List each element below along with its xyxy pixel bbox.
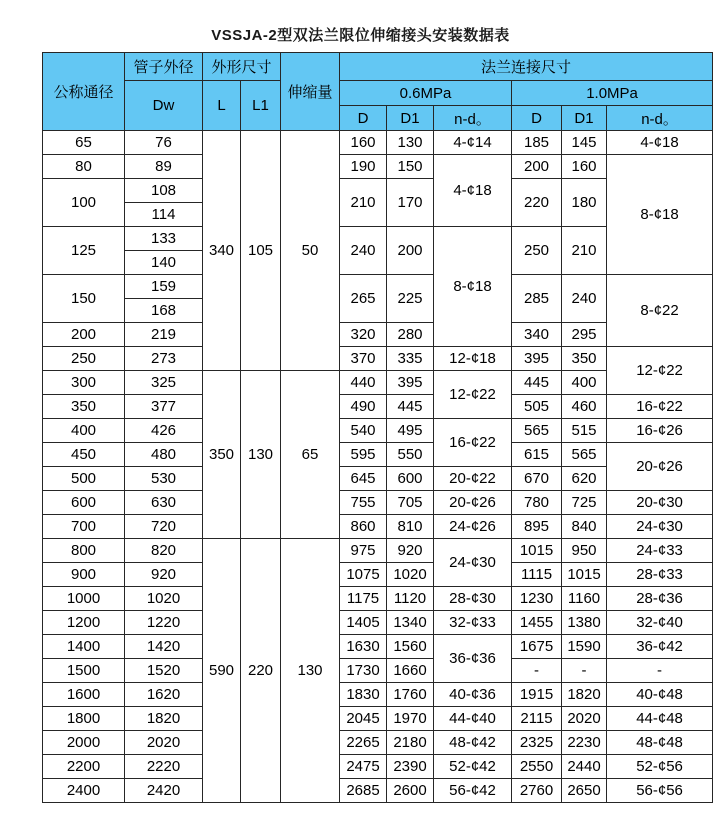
table-cell: 225 (387, 275, 434, 323)
table-cell: 1175 (340, 587, 387, 611)
table-cell: 426 (125, 419, 203, 443)
table-cell: 550 (387, 443, 434, 467)
table-cell: 1200 (43, 611, 125, 635)
table-cell: 133 (125, 227, 203, 251)
table-cell: 515 (562, 419, 607, 443)
table-cell: 20-¢26 (607, 443, 713, 491)
header-cell: D1 (387, 106, 434, 131)
table-cell: 130 (387, 131, 434, 155)
header-cell: 伸缩量 (281, 53, 340, 131)
table-cell: 2440 (562, 755, 607, 779)
table-cell: 160 (562, 155, 607, 179)
header-cell: 1.0MPa (512, 81, 713, 106)
table-cell: 2220 (125, 755, 203, 779)
table-cell: 56-¢56 (607, 779, 713, 803)
table-cell: 130 (241, 371, 281, 539)
table-row (43, 779, 713, 803)
table-cell: 220 (241, 539, 281, 803)
table-cell: 76 (125, 131, 203, 155)
table-cell: 1675 (512, 635, 562, 659)
table-cell: 1380 (562, 611, 607, 635)
header-cell: D1 (562, 106, 607, 131)
table-cell: 24-¢30 (607, 515, 713, 539)
table-cell: 840 (562, 515, 607, 539)
table-cell: 340 (512, 323, 562, 347)
table-cell: 52-¢56 (607, 755, 713, 779)
table-cell: 450 (43, 443, 125, 467)
table-cell: 670 (512, 467, 562, 491)
table-cell: 44-¢40 (434, 707, 512, 731)
table-cell: 24-¢33 (607, 539, 713, 563)
table-cell: 460 (562, 395, 607, 419)
table-cell: 160 (340, 131, 387, 155)
table-row (43, 515, 713, 539)
table-row (43, 683, 713, 707)
table-row (43, 443, 713, 467)
table-cell: 56-¢42 (434, 779, 512, 803)
table-cell: - (562, 659, 607, 683)
table-cell: 895 (512, 515, 562, 539)
table-cell: 16-¢22 (607, 395, 713, 419)
table-cell: 1120 (387, 587, 434, 611)
header-cell: 0.6MPa (340, 81, 512, 106)
table-cell: 600 (43, 491, 125, 515)
table-cell: 1455 (512, 611, 562, 635)
table-cell: 32-¢33 (434, 611, 512, 635)
table-cell: 48-¢48 (607, 731, 713, 755)
table-cell: 219 (125, 323, 203, 347)
table-cell: 2390 (387, 755, 434, 779)
table-cell: 4-¢18 (434, 155, 512, 227)
table-header (43, 53, 713, 131)
table-cell: 130 (281, 539, 340, 803)
table-cell: 20-¢26 (434, 491, 512, 515)
table-cell: 16-¢26 (607, 419, 713, 443)
table-cell: 500 (43, 467, 125, 491)
table-cell: 505 (512, 395, 562, 419)
table-cell: 168 (125, 299, 203, 323)
table-cell: 48-¢42 (434, 731, 512, 755)
table-cell: 1560 (387, 635, 434, 659)
table-cell: 350 (562, 347, 607, 371)
header-cell: Dw (125, 81, 203, 131)
table-row (43, 491, 713, 515)
table-cell: 1115 (512, 563, 562, 587)
table-cell: 400 (562, 371, 607, 395)
table-cell: 50 (281, 131, 340, 371)
table-cell: 370 (340, 347, 387, 371)
table-cell: 1970 (387, 707, 434, 731)
table-cell: 1220 (125, 611, 203, 635)
table-cell: 28-¢33 (607, 563, 713, 587)
table-row (43, 731, 713, 755)
table-cell: 1760 (387, 683, 434, 707)
table-cell: 295 (562, 323, 607, 347)
table-cell: 12-¢22 (607, 347, 713, 395)
table-cell: 445 (512, 371, 562, 395)
table-cell: 140 (125, 251, 203, 275)
table-cell: 350 (43, 395, 125, 419)
table-cell: 480 (125, 443, 203, 467)
table-cell: 340 (203, 131, 241, 371)
table-cell: 395 (387, 371, 434, 395)
table-cell: 80 (43, 155, 125, 179)
table-cell: 1800 (43, 707, 125, 731)
table-cell: 700 (43, 515, 125, 539)
table-cell: 1590 (562, 635, 607, 659)
table-cell: 1160 (562, 587, 607, 611)
expansion-joint-data-table (42, 52, 713, 803)
table-cell: 1230 (512, 587, 562, 611)
table-cell: 4-¢18 (607, 131, 713, 155)
table-cell: 24-¢26 (434, 515, 512, 539)
table-cell: 445 (387, 395, 434, 419)
table-cell: 28-¢36 (607, 587, 713, 611)
table-cell: 377 (125, 395, 203, 419)
table-cell: 2265 (340, 731, 387, 755)
table-cell: 780 (512, 491, 562, 515)
table-cell: 565 (562, 443, 607, 467)
table-cell: 4-¢14 (434, 131, 512, 155)
table-row (43, 539, 713, 563)
table-cell: 1600 (43, 683, 125, 707)
table-cell: 1730 (340, 659, 387, 683)
table-cell: 185 (512, 131, 562, 155)
table-cell: 12-¢22 (434, 371, 512, 419)
table-cell: 350 (203, 371, 241, 539)
table-cell: 125 (43, 227, 125, 275)
table-cell: 630 (125, 491, 203, 515)
table-cell: 2400 (43, 779, 125, 803)
table-row (43, 563, 713, 587)
table-cell: 615 (512, 443, 562, 467)
table-cell: 280 (387, 323, 434, 347)
header-cell: L (203, 81, 241, 131)
table-cell: 725 (562, 491, 607, 515)
table-cell: 2020 (562, 707, 607, 731)
table-cell: 20-¢30 (607, 491, 713, 515)
table-row (43, 155, 713, 179)
table-cell: 170 (387, 179, 434, 227)
table-cell: 400 (43, 419, 125, 443)
table-cell: 530 (125, 467, 203, 491)
table-cell: 44-¢48 (607, 707, 713, 731)
table-cell: 900 (43, 563, 125, 587)
table-cell: 975 (340, 539, 387, 563)
table-cell: 600 (387, 467, 434, 491)
table-cell: 65 (43, 131, 125, 155)
table-cell: 2600 (387, 779, 434, 803)
table-cell: 265 (340, 275, 387, 323)
table-cell: 100 (43, 179, 125, 227)
table-row (43, 707, 713, 731)
header-cell: 管子外径 (125, 53, 203, 81)
table-cell: 2550 (512, 755, 562, 779)
header-cell: 法兰连接尺寸 (340, 53, 713, 81)
table-row (43, 131, 713, 155)
table-cell: 950 (562, 539, 607, 563)
table-cell: 240 (340, 227, 387, 275)
table-cell: 920 (387, 539, 434, 563)
table-cell: 32-¢40 (607, 611, 713, 635)
table-cell: 590 (203, 539, 241, 803)
table-cell: 1020 (387, 563, 434, 587)
table-cell: 335 (387, 347, 434, 371)
table-cell: 150 (387, 155, 434, 179)
table-cell: 150 (43, 275, 125, 323)
table-row (43, 395, 713, 419)
table-cell: 250 (43, 347, 125, 371)
table-cell: 1020 (125, 587, 203, 611)
table-cell: 800 (43, 539, 125, 563)
table-body (43, 131, 713, 803)
table-row (43, 659, 713, 683)
table-cell: 145 (562, 131, 607, 155)
table-cell: 40-¢48 (607, 683, 713, 707)
header-cell: D (512, 106, 562, 131)
table-cell: 180 (562, 179, 607, 227)
table-cell: 1820 (562, 683, 607, 707)
table-cell: 1630 (340, 635, 387, 659)
table-cell: 105 (241, 131, 281, 371)
table-cell: 1620 (125, 683, 203, 707)
table-cell: 8-¢18 (434, 227, 512, 347)
table-cell: 20-¢22 (434, 467, 512, 491)
table-cell: 200 (43, 323, 125, 347)
table-cell: 220 (512, 179, 562, 227)
table-row (43, 611, 713, 635)
table-cell: - (512, 659, 562, 683)
table-cell: 250 (512, 227, 562, 275)
table-cell: 2230 (562, 731, 607, 755)
table-cell: 8-¢18 (607, 155, 713, 275)
table-cell: 1000 (43, 587, 125, 611)
table-cell: 810 (387, 515, 434, 539)
table-cell: 24-¢30 (434, 539, 512, 587)
table-cell: 720 (125, 515, 203, 539)
table-cell: 920 (125, 563, 203, 587)
table-cell: 440 (340, 371, 387, 395)
table-cell: 89 (125, 155, 203, 179)
table-cell: 1015 (562, 563, 607, 587)
table-cell: 2115 (512, 707, 562, 731)
table-cell: 285 (512, 275, 562, 323)
table-row (43, 419, 713, 443)
table-cell: 645 (340, 467, 387, 491)
table-cell: 565 (512, 419, 562, 443)
header-cell: n-d。 (607, 106, 713, 131)
table-cell: 490 (340, 395, 387, 419)
table-cell: - (607, 659, 713, 683)
table-row (43, 347, 713, 371)
table-cell: 114 (125, 203, 203, 227)
header-cell: D (340, 106, 387, 131)
table-cell: 2020 (125, 731, 203, 755)
table-cell: 190 (340, 155, 387, 179)
table-cell: 300 (43, 371, 125, 395)
table-cell: 200 (512, 155, 562, 179)
table-cell: 210 (340, 179, 387, 227)
table-cell: 2760 (512, 779, 562, 803)
table-cell: 200 (387, 227, 434, 275)
header-cell: n-d。 (434, 106, 512, 131)
table-cell: 1420 (125, 635, 203, 659)
page-title: VSSJA-2型双法兰限位伸缩接头安装数据表 (211, 27, 510, 44)
table-cell: 28-¢30 (434, 587, 512, 611)
table-row (43, 755, 713, 779)
table-cell: 16-¢22 (434, 419, 512, 467)
table-cell: 159 (125, 275, 203, 299)
table-cell: 1820 (125, 707, 203, 731)
table-cell: 12-¢18 (434, 347, 512, 371)
table-cell: 2200 (43, 755, 125, 779)
table-cell: 2325 (512, 731, 562, 755)
table-cell: 595 (340, 443, 387, 467)
header-cell: 外形尺寸 (203, 53, 281, 81)
table-cell: 1660 (387, 659, 434, 683)
table-cell: 1015 (512, 539, 562, 563)
table-cell: 755 (340, 491, 387, 515)
table-cell: 2180 (387, 731, 434, 755)
table-cell: 540 (340, 419, 387, 443)
table-cell: 860 (340, 515, 387, 539)
table-cell: 320 (340, 323, 387, 347)
table-cell: 2475 (340, 755, 387, 779)
table-cell: 1340 (387, 611, 434, 635)
table-cell: 40-¢36 (434, 683, 512, 707)
table-cell: 1830 (340, 683, 387, 707)
table-row (43, 275, 713, 299)
table-cell: 108 (125, 179, 203, 203)
table-cell: 325 (125, 371, 203, 395)
table-cell: 395 (512, 347, 562, 371)
table-cell: 705 (387, 491, 434, 515)
table-cell: 273 (125, 347, 203, 371)
table-cell: 1400 (43, 635, 125, 659)
table-cell: 52-¢42 (434, 755, 512, 779)
table-cell: 1915 (512, 683, 562, 707)
table-cell: 2685 (340, 779, 387, 803)
table-row (43, 587, 713, 611)
table-cell: 36-¢36 (434, 635, 512, 683)
table-cell: 36-¢42 (607, 635, 713, 659)
header-cell: L1 (241, 81, 281, 131)
table-cell: 8-¢22 (607, 275, 713, 347)
table-cell: 240 (562, 275, 607, 323)
table-cell: 1520 (125, 659, 203, 683)
table-cell: 2420 (125, 779, 203, 803)
table-cell: 495 (387, 419, 434, 443)
table-cell: 210 (562, 227, 607, 275)
table-cell: 620 (562, 467, 607, 491)
header-cell: 公称通径 (43, 53, 125, 131)
table-cell: 2045 (340, 707, 387, 731)
table-cell: 1405 (340, 611, 387, 635)
table-row (43, 53, 713, 81)
table-cell: 1500 (43, 659, 125, 683)
table-cell: 2000 (43, 731, 125, 755)
table-cell: 820 (125, 539, 203, 563)
table-row (43, 81, 713, 106)
table-row (43, 635, 713, 659)
table-cell: 1075 (340, 563, 387, 587)
table-cell: 2650 (562, 779, 607, 803)
table-cell: 65 (281, 371, 340, 539)
